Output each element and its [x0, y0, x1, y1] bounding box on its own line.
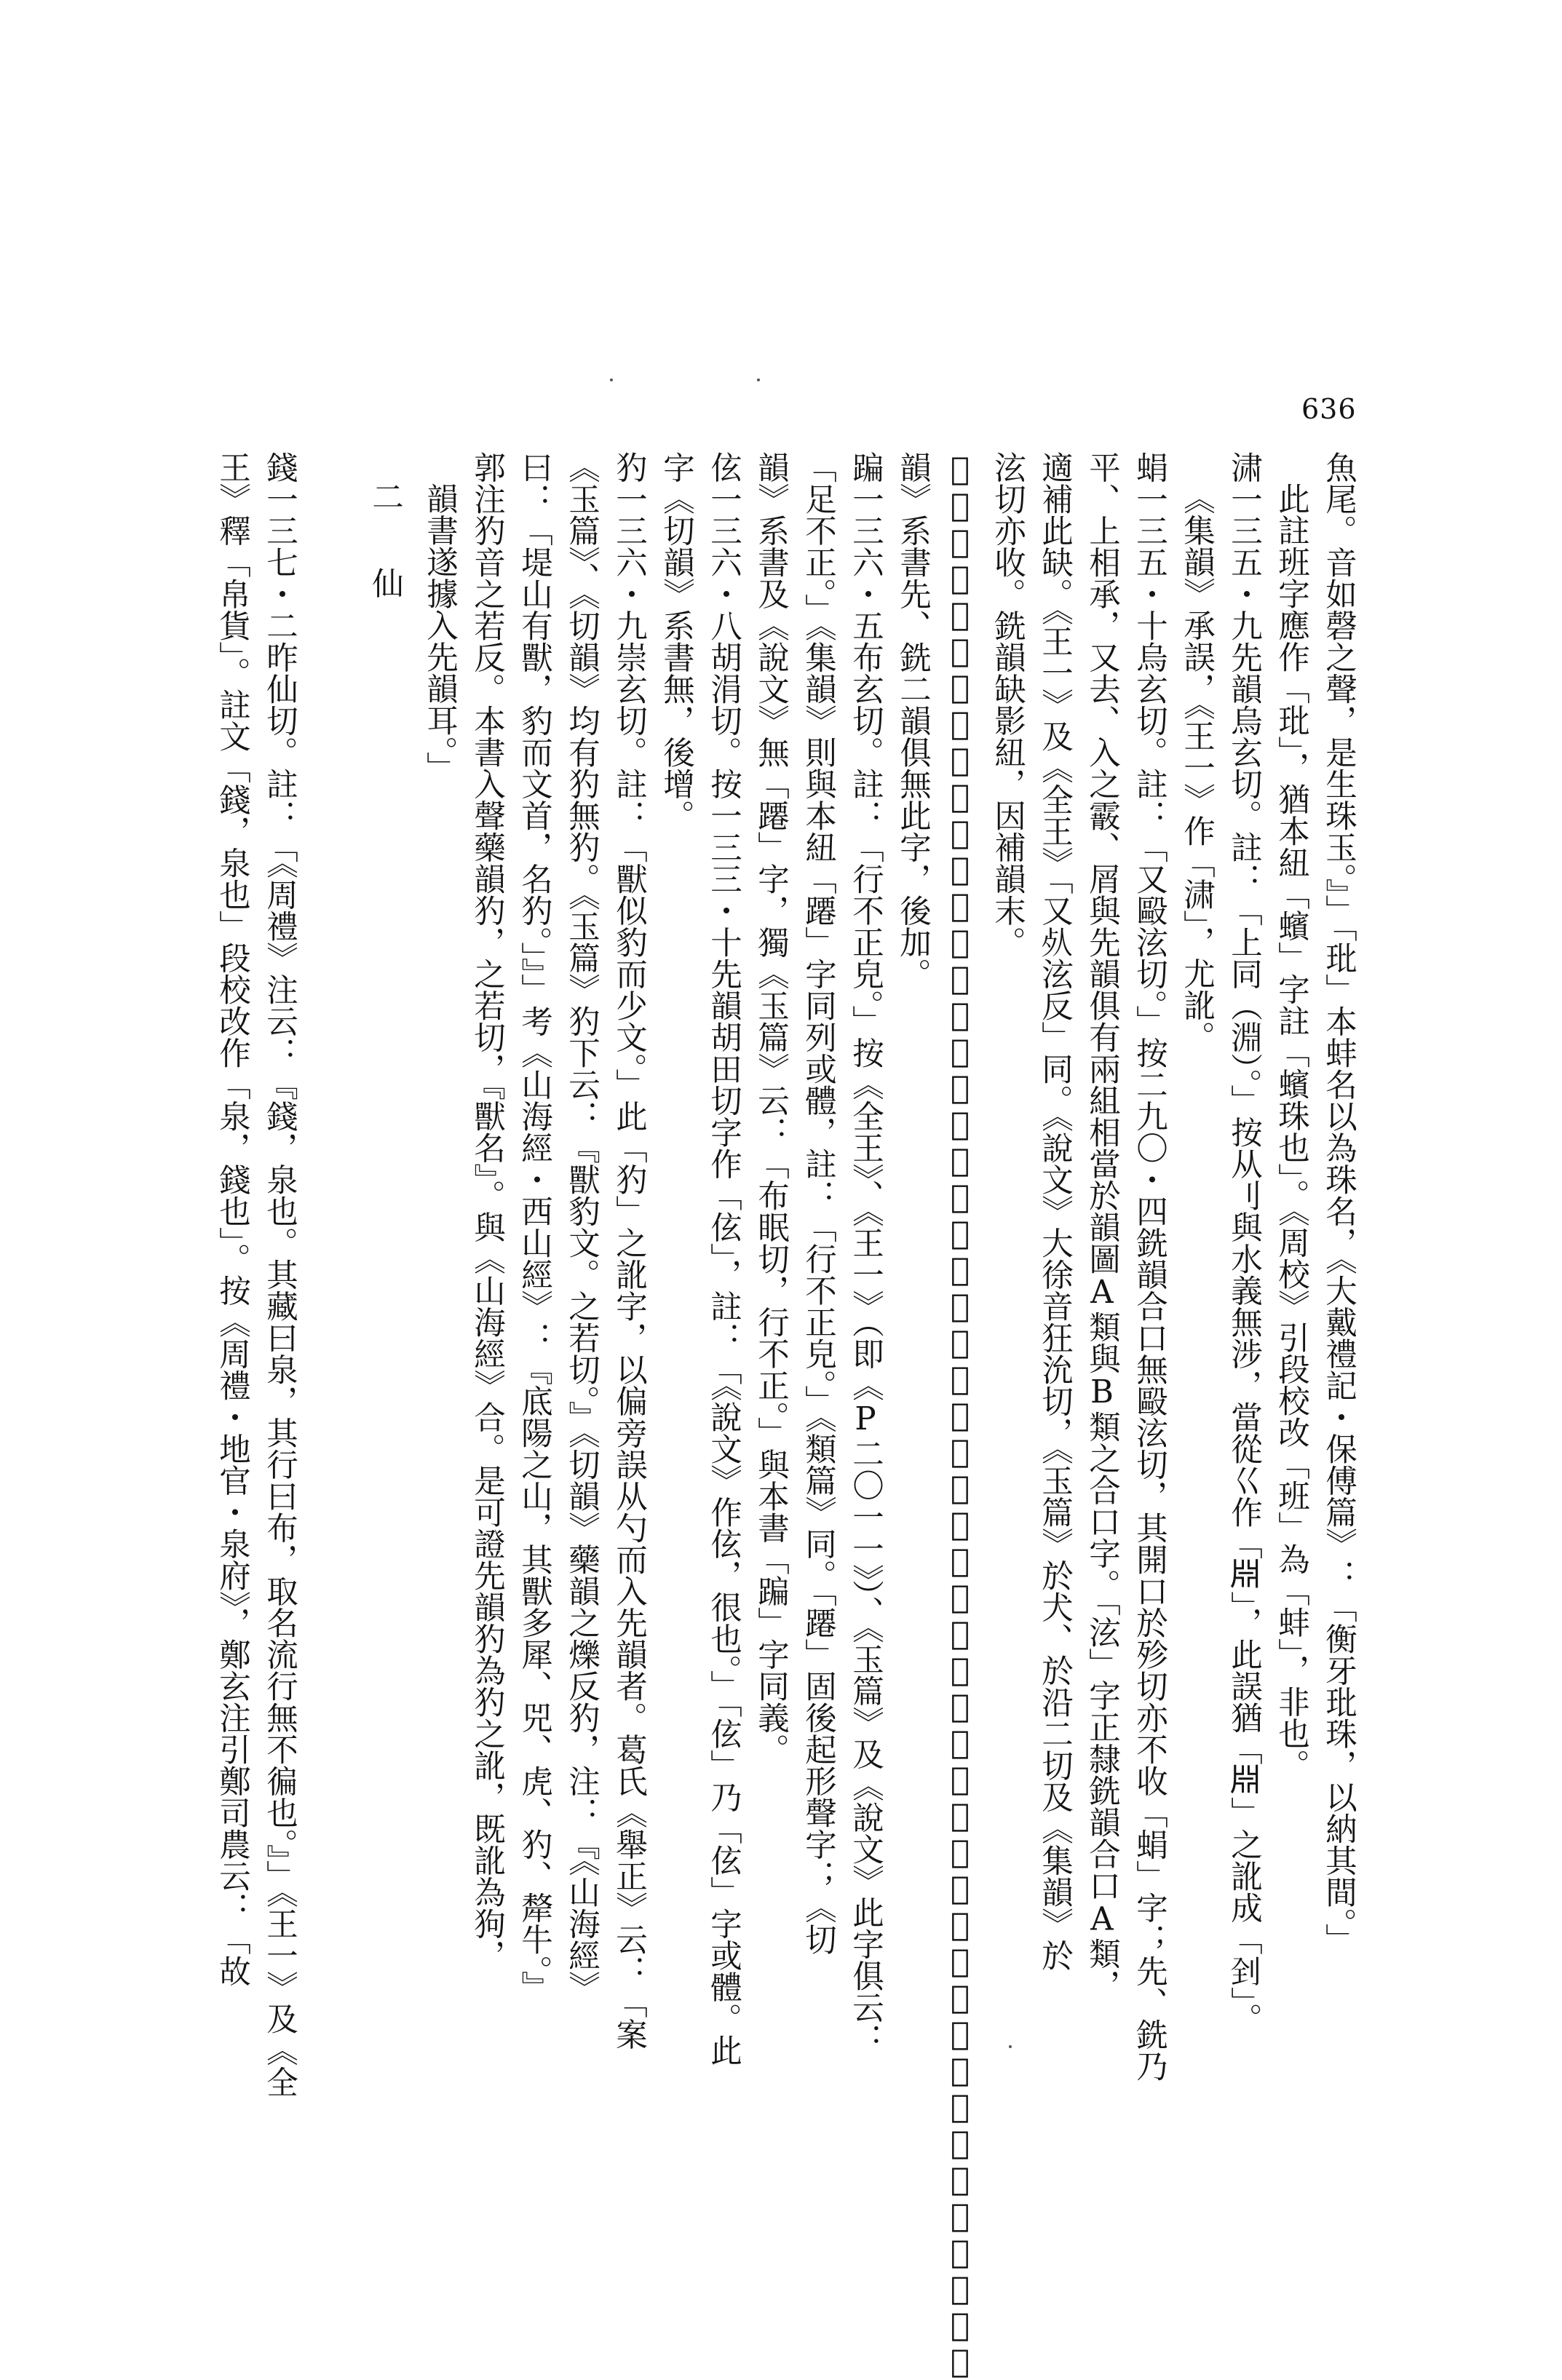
text-column: 《集韻》承誤，《王一》作「㴋」，尤訛。 [1178, 483, 1215, 1052]
text-column: 王》釋「帛貨」。註文「錢，泉也」段校改作「泉，錢也」。按《周禮・地官・泉府》，鄭玄注引鄭司農云：「故 [214, 451, 250, 1987]
text-column: 蹁一三六・五布玄切。註：「行不正皃。」按《全王》、《王一》（即《P二〇一一》）、《玉篇》及《說文》此字俱云： [847, 451, 884, 2055]
text-column: 韻》系書先、銑二韻俱無此字，後加。 [895, 451, 931, 990]
text-column: 蜎一三五・十烏玄切。註：「又毆泫切。」按二九〇・四銑韻合口無毆泫切，其開口於殄切亦不收「蜎」字；先、銑乃 [1131, 451, 1167, 2082]
text-column: 錢一三七・二昨仙切。註：「《周禮》注云：『錢，泉也。其藏曰泉，其行曰布，取名流行無不徧也。』」《王一》及《全 [261, 451, 298, 2098]
page-number: 636 [1301, 393, 1357, 425]
text-column: 㴋一三五・九先韻烏玄切。註：「上同（淵）。」按从刂與水義無涉，當從巜作「𣶒」，此誤猶「𣶒」之訛成「𠛮」。 [1226, 451, 1262, 2034]
text-column: 此註班字應作「玭」，猶本紐「蠙」字註「蠙珠也」。《周校》引段校改「班」為「蚌」，非也。 [1273, 483, 1309, 1781]
text-column: 伭一三六・八胡涓切。按一三三・十先韻胡田切字作「伭」，註：「《說文》作伭，很也。」「伭」乃「伭」字或體。此 [705, 451, 742, 2066]
text-column: 字《切韻》系書無，後增。 [658, 451, 694, 831]
text-column: 犳一三六・九崇玄切。註：「獸似豹而少文。」此「犳」之訛字，以偏旁誤从勺而入先韻者。葛氏《舉正》云：「案 [611, 451, 647, 2050]
text-column: 曰：「堤山有獸，豹而文首，名犳。」』」考《山海經・西山經》：『底陽之山，其獸多犀、兕、虎、犳、犛牛。』 [516, 451, 552, 2003]
text-column: 郭注犳音之若反。本書入聲藥韻犳，之若切，『獸名』。與《山海經》合。是可證先韻犳為犳之訛，既訛為狗， [469, 451, 505, 1971]
text-column: 魚尾。音如磬之聲，是生珠玉。』」「玭」本蚌名以為珠名，《大戴禮記・保傅篇》：「衡牙玭珠，以納其間。」 [1320, 451, 1357, 1956]
text-column: 泫切亦收。銑韻缺影紐，因補韻末。 [989, 451, 1026, 958]
vertical-text-block [204, 451, 1361, 2380]
text-column: 𥠖一三六・四布玄切。註：「又北典切。」按字見二八九・七銑韻方典切。布、方乃幫、非類隔，《集韻》補典切。《切 [942, 451, 978, 2380]
scan-speck [610, 378, 613, 381]
scan-speck [757, 378, 760, 381]
text-column: 韻》系書及《說文》無「蹮」字，獨《玉篇》云：「布眠切，行不正。」與本書「蹁」字同義。 [753, 451, 789, 1766]
text-column: 平、上相承，又去、入之霰、屑與先韻俱有兩組相當於韻圖A類與B類之合口字。「泫」字正隸銑韻合口A類， [1084, 451, 1120, 2002]
text-column: 適補此缺。《王一》及《全王》「又𣦸泫反」同。《說文》大徐音狂沇切，《玉篇》於犬、於沿二切及《集韻》於 [1036, 451, 1073, 1971]
text-column: 《玉篇》、《切韻》均有犳無犳。《玉篇》犳下云：『獸豹文。之若切。』《切韻》藥韻之爍反犳，注：『《山海經》 [563, 451, 600, 2003]
section-heading: 二 仙 [367, 480, 403, 611]
text-column: 「足不正。」《集韻》則與本紐「蹮」字同列或體，註：「行不正皃。」《類篇》同。「蹮」固後起形聲字；《切 [800, 451, 836, 1956]
scan-speck [1009, 2045, 1012, 2048]
text-column: 韻書遂據入先韻耳。」 [421, 483, 458, 784]
